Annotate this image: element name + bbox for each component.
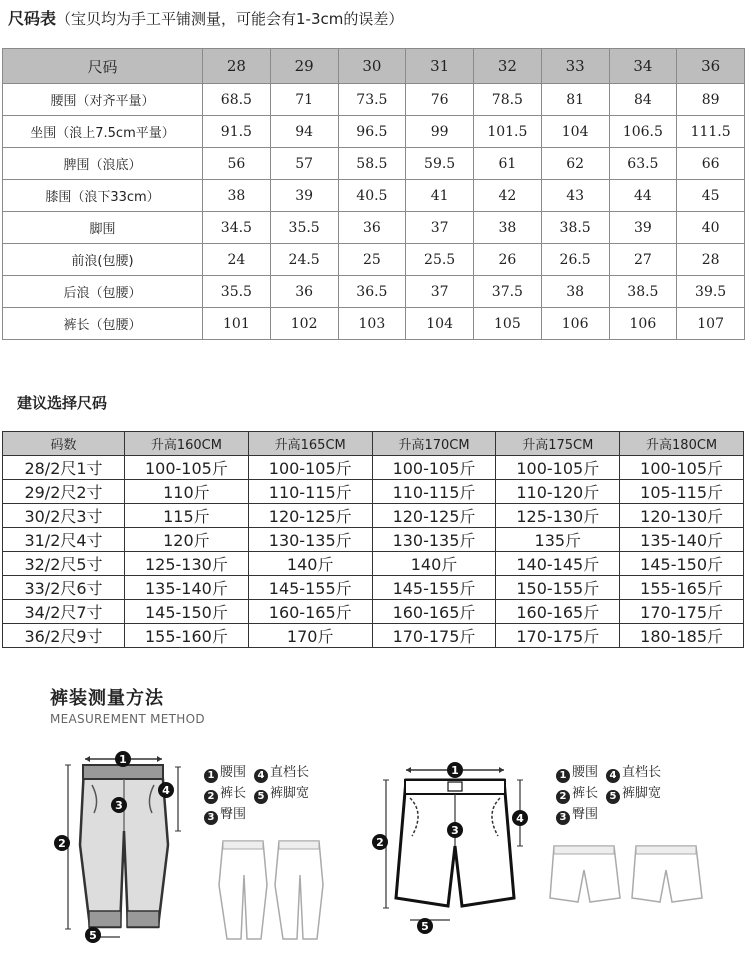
suggest-cell: 28/2尺1寸 xyxy=(3,456,125,480)
svg-text:5: 5 xyxy=(421,920,429,933)
size-cell: 101.5 xyxy=(474,116,542,148)
size-header-cell: 28 xyxy=(203,49,271,84)
size-cell: 105 xyxy=(474,308,542,340)
suggest-cell: 100-105斤 xyxy=(125,456,249,480)
size-row xyxy=(3,212,745,244)
size-row-label: 裤长（包腰） xyxy=(3,308,203,340)
size-cell: 94 xyxy=(270,116,338,148)
size-row-label: 后浪（包腰） xyxy=(3,276,203,308)
suggest-cell: 29/2尺2寸 xyxy=(3,480,125,504)
size-cell: 38 xyxy=(541,276,609,308)
suggest-cell: 100-105斤 xyxy=(496,456,620,480)
size-row xyxy=(3,180,745,212)
size-cell: 99 xyxy=(406,116,474,148)
suggest-cell: 130-135斤 xyxy=(372,528,496,552)
mark-2 xyxy=(372,834,388,850)
suggest-row xyxy=(3,552,744,576)
suggest-row xyxy=(3,504,744,528)
suggest-cell: 160-165斤 xyxy=(248,600,372,624)
legend-long-pants: 1 腰围 4 直档长 2 裤长 5 裤脚宽 3 臀围 xyxy=(204,762,317,825)
size-cell: 36 xyxy=(338,212,406,244)
suggest-cell: 170-175斤 xyxy=(496,624,620,648)
shorts-thumbnails xyxy=(548,840,708,910)
size-header-cell: 29 xyxy=(270,49,338,84)
suggest-header-cell: 升高165CM xyxy=(248,432,372,456)
mark-5 xyxy=(85,927,101,943)
suggest-cell: 100-105斤 xyxy=(620,456,744,480)
size-row xyxy=(3,84,745,116)
size-cell: 42 xyxy=(474,180,542,212)
size-cell: 89 xyxy=(677,84,745,116)
size-cell: 102 xyxy=(270,308,338,340)
suggest-cell: 140斤 xyxy=(248,552,372,576)
suggest-cell: 110斤 xyxy=(125,480,249,504)
size-cell: 38.5 xyxy=(609,276,677,308)
svg-text:1: 1 xyxy=(119,753,127,766)
suggest-cell: 155-160斤 xyxy=(125,624,249,648)
size-cell: 34.5 xyxy=(203,212,271,244)
svg-text:4: 4 xyxy=(162,784,170,797)
size-cell: 78.5 xyxy=(474,84,542,116)
mark-4 xyxy=(512,810,528,826)
svg-text:2: 2 xyxy=(58,837,66,850)
size-cell: 40 xyxy=(677,212,745,244)
suggest-header-cell: 升高175CM xyxy=(496,432,620,456)
suggest-cell: 110-115斤 xyxy=(248,480,372,504)
mark-3 xyxy=(447,822,463,838)
method-subtitle: MEASUREMENT METHOD xyxy=(50,712,205,726)
svg-text:4: 4 xyxy=(516,812,524,825)
long-pants-diagram xyxy=(50,745,190,945)
size-cell: 68.5 xyxy=(203,84,271,116)
size-row xyxy=(3,308,745,340)
suggest-cell: 115斤 xyxy=(125,504,249,528)
mark-5 xyxy=(417,918,433,934)
suggest-cell: 31/2尺4寸 xyxy=(3,528,125,552)
suggest-header-cell: 升高180CM xyxy=(620,432,744,456)
size-cell: 39 xyxy=(270,180,338,212)
legend-shorts: 1 腰围 4 直档长 2 裤长 5 裤脚宽 3 臀围 xyxy=(556,762,669,825)
suggest-cell: 120-125斤 xyxy=(372,504,496,528)
size-row-label: 脾围（浪底） xyxy=(3,148,203,180)
suggest-header-cell: 升高160CM xyxy=(125,432,249,456)
suggest-cell: 140斤 xyxy=(372,552,496,576)
suggest-header-cell: 码数 xyxy=(3,432,125,456)
size-cell: 41 xyxy=(406,180,474,212)
size-header-cell: 34 xyxy=(609,49,677,84)
suggest-cell: 135-140斤 xyxy=(125,576,249,600)
suggest-row xyxy=(3,600,744,624)
suggest-row xyxy=(3,624,744,648)
mark-3 xyxy=(111,797,127,813)
suggest-cell: 160-165斤 xyxy=(496,600,620,624)
suggest-cell: 170-175斤 xyxy=(372,624,496,648)
size-row-label: 前浪(包腰) xyxy=(3,244,203,276)
svg-text:2: 2 xyxy=(376,836,384,849)
svg-text:5: 5 xyxy=(89,929,97,942)
suggest-cell: 150-155斤 xyxy=(496,576,620,600)
suggest-table xyxy=(2,431,744,648)
suggest-cell: 32/2尺5寸 xyxy=(3,552,125,576)
size-cell: 44 xyxy=(609,180,677,212)
size-cell: 37 xyxy=(406,276,474,308)
size-cell: 59.5 xyxy=(406,148,474,180)
size-table-title: 尺码表（宝贝均为手工平铺测量，可能会有1-3cm的误差） xyxy=(8,9,404,28)
size-cell: 107 xyxy=(677,308,745,340)
suggest-cell: 145-150斤 xyxy=(620,552,744,576)
size-cell: 96.5 xyxy=(338,116,406,148)
size-cell: 35.5 xyxy=(203,276,271,308)
size-row xyxy=(3,244,745,276)
size-cell: 26.5 xyxy=(541,244,609,276)
size-cell: 104 xyxy=(541,116,609,148)
size-cell: 111.5 xyxy=(677,116,745,148)
suggest-cell: 100-105斤 xyxy=(372,456,496,480)
size-cell: 38 xyxy=(203,180,271,212)
size-cell: 81 xyxy=(541,84,609,116)
size-row-label: 脚围 xyxy=(3,212,203,244)
size-cell: 71 xyxy=(270,84,338,116)
suggest-cell: 135-140斤 xyxy=(620,528,744,552)
suggest-cell: 145-150斤 xyxy=(125,600,249,624)
suggest-table-title: 建议选择尺码 xyxy=(17,394,108,412)
suggest-cell: 170斤 xyxy=(248,624,372,648)
suggest-row xyxy=(3,528,744,552)
size-header-cell: 33 xyxy=(541,49,609,84)
suggest-cell: 110-120斤 xyxy=(496,480,620,504)
size-cell: 66 xyxy=(677,148,745,180)
size-cell: 27 xyxy=(609,244,677,276)
size-cell: 43 xyxy=(541,180,609,212)
size-row xyxy=(3,116,745,148)
mark-2 xyxy=(54,835,70,851)
size-header-cell: 尺码 xyxy=(3,49,203,84)
size-cell: 37.5 xyxy=(474,276,542,308)
size-cell: 62 xyxy=(541,148,609,180)
size-table xyxy=(2,48,745,340)
size-cell: 36.5 xyxy=(338,276,406,308)
svg-text:3: 3 xyxy=(115,799,123,812)
suggest-row xyxy=(3,576,744,600)
size-cell: 57 xyxy=(270,148,338,180)
shorts-diagram xyxy=(370,758,540,938)
size-cell: 56 xyxy=(203,148,271,180)
size-cell: 26 xyxy=(474,244,542,276)
size-cell: 91.5 xyxy=(203,116,271,148)
size-row-label: 膝围（浪下33cm） xyxy=(3,180,203,212)
size-cell: 76 xyxy=(406,84,474,116)
size-header-cell: 30 xyxy=(338,49,406,84)
size-header-cell: 32 xyxy=(474,49,542,84)
size-cell: 36 xyxy=(270,276,338,308)
suggest-cell: 120斤 xyxy=(125,528,249,552)
mark-1 xyxy=(447,762,463,778)
size-cell: 40.5 xyxy=(338,180,406,212)
suggest-row xyxy=(3,456,744,480)
suggest-header-cell: 升高170CM xyxy=(372,432,496,456)
size-cell: 38 xyxy=(474,212,542,244)
svg-text:1: 1 xyxy=(451,764,459,777)
mark-4 xyxy=(158,782,174,798)
suggest-cell: 125-130斤 xyxy=(125,552,249,576)
size-row-label: 腰围（对齐平量） xyxy=(3,84,203,116)
suggest-cell: 170-175斤 xyxy=(620,600,744,624)
size-row xyxy=(3,276,745,308)
size-cell: 101 xyxy=(203,308,271,340)
suggest-cell: 120-125斤 xyxy=(248,504,372,528)
size-cell: 63.5 xyxy=(609,148,677,180)
suggest-cell: 100-105斤 xyxy=(248,456,372,480)
suggest-cell: 155-165斤 xyxy=(620,576,744,600)
size-header-cell: 31 xyxy=(406,49,474,84)
suggest-cell: 130-135斤 xyxy=(248,528,372,552)
suggest-cell: 105-115斤 xyxy=(620,480,744,504)
size-cell: 84 xyxy=(609,84,677,116)
suggest-cell: 180-185斤 xyxy=(620,624,744,648)
size-cell: 24.5 xyxy=(270,244,338,276)
suggest-cell: 145-155斤 xyxy=(248,576,372,600)
size-cell: 38.5 xyxy=(541,212,609,244)
size-cell: 106 xyxy=(609,308,677,340)
suggest-cell: 36/2尺9寸 xyxy=(3,624,125,648)
size-header-cell: 36 xyxy=(677,49,745,84)
size-row-label: 坐围（浪上7.5cm平量） xyxy=(3,116,203,148)
size-cell: 104 xyxy=(406,308,474,340)
size-cell: 106 xyxy=(541,308,609,340)
suggest-cell: 125-130斤 xyxy=(496,504,620,528)
method-title: 裤装测量方法 xyxy=(50,688,164,709)
size-cell: 58.5 xyxy=(338,148,406,180)
size-cell: 73.5 xyxy=(338,84,406,116)
suggest-row xyxy=(3,480,744,504)
size-cell: 24 xyxy=(203,244,271,276)
suggest-cell: 135斤 xyxy=(496,528,620,552)
suggest-cell: 140-145斤 xyxy=(496,552,620,576)
suggest-cell: 160-165斤 xyxy=(372,600,496,624)
suggest-cell: 33/2尺6寸 xyxy=(3,576,125,600)
size-cell: 25 xyxy=(338,244,406,276)
size-cell: 45 xyxy=(677,180,745,212)
size-cell: 103 xyxy=(338,308,406,340)
size-row xyxy=(3,148,745,180)
suggest-cell: 145-155斤 xyxy=(372,576,496,600)
size-cell: 37 xyxy=(406,212,474,244)
suggest-cell: 34/2尺7寸 xyxy=(3,600,125,624)
long-pants-thumbnails xyxy=(215,835,335,945)
suggest-cell: 120-130斤 xyxy=(620,504,744,528)
suggest-cell: 110-115斤 xyxy=(372,480,496,504)
size-cell: 61 xyxy=(474,148,542,180)
size-cell: 39 xyxy=(609,212,677,244)
size-cell: 39.5 xyxy=(677,276,745,308)
size-cell: 25.5 xyxy=(406,244,474,276)
size-cell: 28 xyxy=(677,244,745,276)
size-cell: 106.5 xyxy=(609,116,677,148)
svg-text:3: 3 xyxy=(451,824,459,837)
suggest-cell: 30/2尺3寸 xyxy=(3,504,125,528)
mark-1 xyxy=(115,751,131,767)
size-cell: 35.5 xyxy=(270,212,338,244)
